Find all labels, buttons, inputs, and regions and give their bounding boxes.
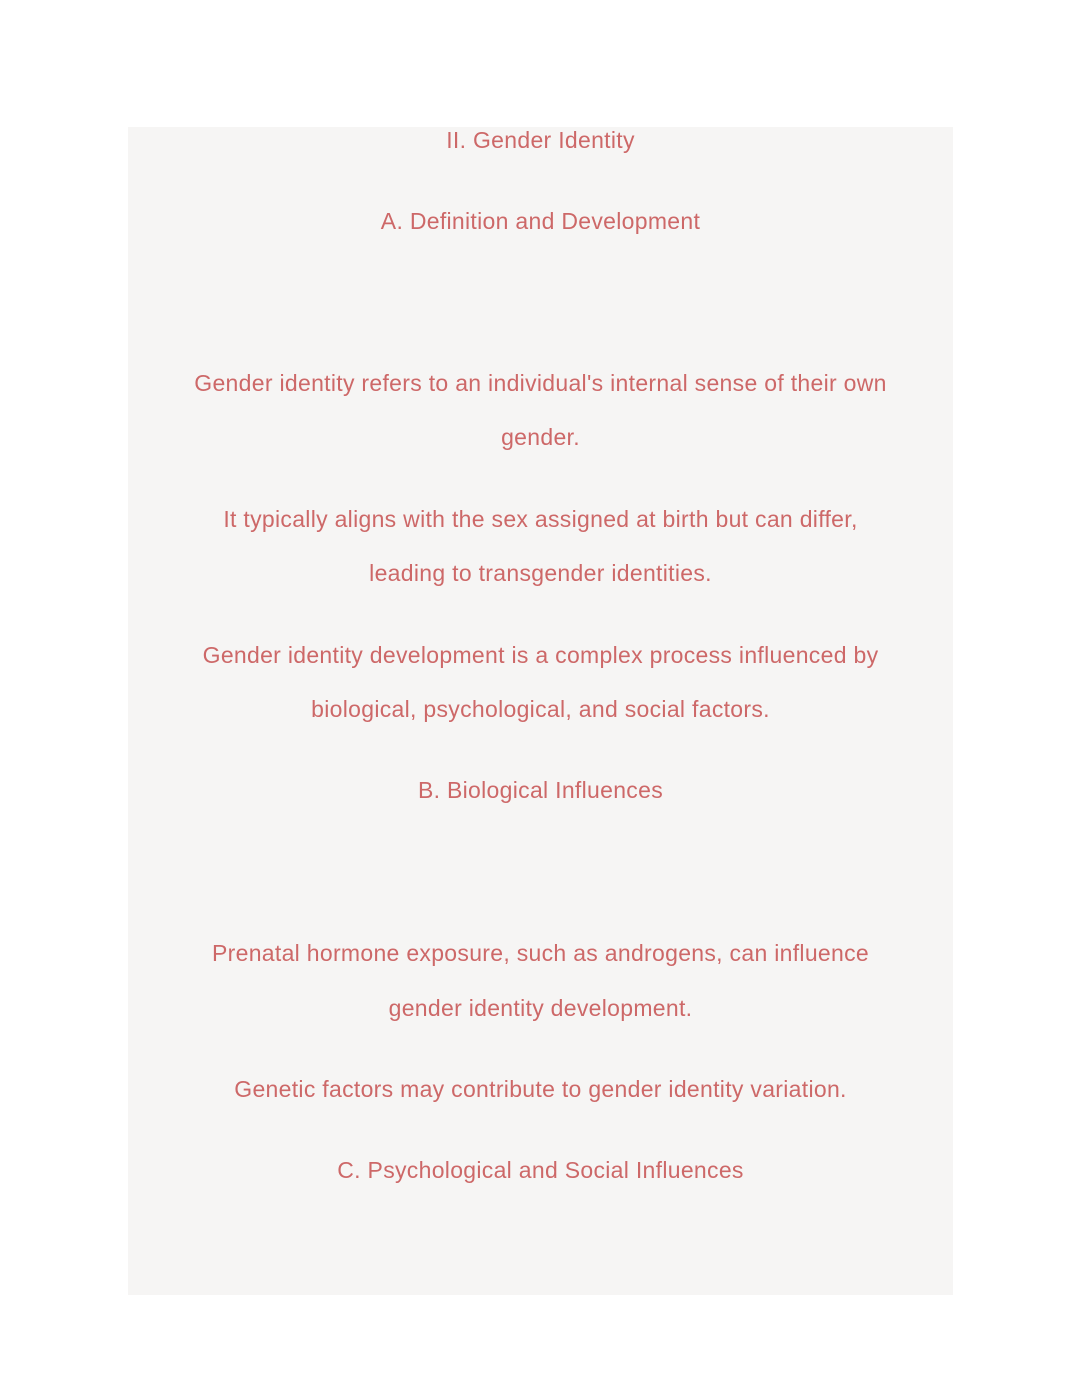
heading-gender-identity: II. Gender Identity (446, 127, 635, 153)
paragraph-line: gender identity development. (388, 995, 693, 1021)
paragraph-line: Gender identity development is a complex process influenced by (202, 642, 879, 668)
heading-biological-influences: B. Biological Influences (417, 777, 663, 803)
paragraph-line: biological, psychological, and social factors. (311, 696, 770, 722)
paragraph-line: Genetic factors may contribute to gender identity variation. (234, 1076, 847, 1102)
paragraph-line: It typically aligns with the sex assigned at birth but can differ, (223, 506, 858, 532)
paragraph-line: gender. (501, 424, 580, 450)
heading-psychological-social-influences: C. Psychological and Social Influences (337, 1157, 744, 1183)
paragraph-line: Gender identity refers to an individual's internal sense of their own (194, 370, 887, 396)
paragraph-line: Prenatal hormone exposure, such as androgens, can influence (212, 940, 869, 966)
paragraph-line: leading to transgender identities. (369, 560, 712, 586)
heading-definition-development: A. Definition and Development (380, 208, 701, 234)
